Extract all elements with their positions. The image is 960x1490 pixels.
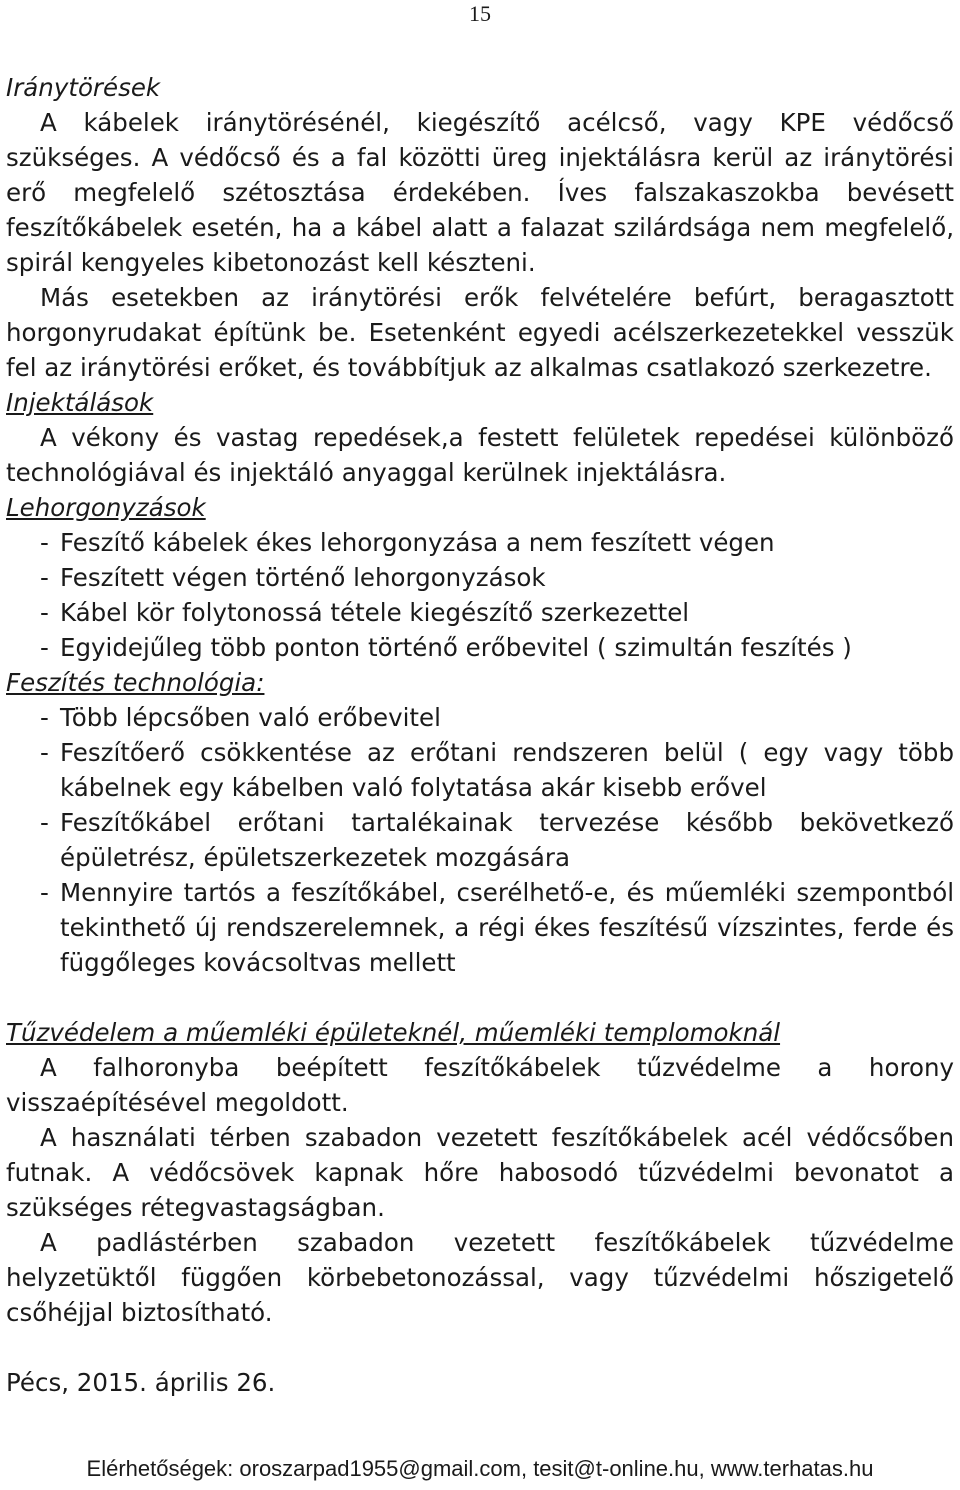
section-heading: Lehorgonyzások: [6, 493, 206, 522]
list-item: - Feszítőerő csökkentése az erőtani rendszeren belül ( egy vagy több kábelnek egy kábelben való folytatása akár kisebb erővel: [6, 735, 954, 805]
section-heading: Iránytörések: [6, 73, 161, 102]
page-number: 15: [469, 1, 491, 26]
paragraph: A kábelek iránytörésénél, kiegészítő acélcső, vagy KPE védőcső szükséges. A védőcső és a fal közötti üreg injektálásra kerül az iránytörési erő megfelelő szétosztása érdekében. Íves falszakaszokba bevésett feszítőkábelek esetén, ha a kábel alatt a falazat szilárdsága nem megfelelő, spirál kengyeles kibetonozást kell készteni.: [6, 108, 954, 277]
paragraph: A falhoronyba beépített feszítőkábelek tűzvédelme a horony visszaépítésével megoldott.: [6, 1053, 954, 1117]
list-item: - Feszítőkábel erőtani tartalékainak tervezése később bekövetkező épületrész, épületszerkezetek mozgására: [6, 805, 954, 875]
paragraph: A használati térben szabadon vezetett feszítőkábelek acél védőcsőben futnak. A védőcsövek kapnak hőre habosodó tűzvédelmi bevonatot a szükséges rétegvastagságban.: [6, 1123, 954, 1222]
section-feszites-technologia: [6, 665, 954, 980]
bullet-list: [6, 700, 954, 980]
list-item: - Egyidejűleg több ponton történő erőbevitel ( szimultán feszítés ): [6, 630, 954, 665]
list-item: - Több lépcsőben való erőbevitel: [6, 700, 954, 735]
section-iranytoresek: [6, 70, 954, 385]
paragraph: A padlástérben szabadon vezetett feszítőkábelek tűzvédelme helyzetüktől függően körbebetonozással, vagy tűzvédelmi hőszigetelő csőhéjjal biztosítható.: [6, 1228, 954, 1327]
date-line: Pécs, 2015. április 26.: [6, 1368, 276, 1397]
section-heading: Injektálások: [6, 388, 154, 417]
section-heading: Tűzvédelem a műemléki épületeknél, műemléki templomoknál: [6, 1018, 781, 1047]
list-item: - Kábel kör folytonossá tétele kiegészítő szerkezettel: [6, 595, 954, 630]
spacer: [6, 1330, 954, 1365]
section-heading: Feszítés technológia:: [6, 668, 265, 697]
paragraph: A vékony és vastag repedések,a festett felületek repedései különböző technológiával és injektáló anyaggal kerülnek injektálásra.: [6, 423, 954, 487]
list-item: - Feszítő kábelek ékes lehorgonyzása a nem feszített végen: [6, 525, 954, 560]
section-lehorgonyzasok: [6, 490, 954, 665]
spacer: [6, 980, 954, 1015]
document-body: [6, 70, 954, 1400]
list-item: - Feszített végen történő lehorgonyzások: [6, 560, 954, 595]
paragraph: Más esetekben az iránytörési erők felvételére befúrt, beragasztott horgonyrudakat építünk be. Esetenként egyedi acélszerkezetekkel vesszük fel az iránytörési erőket, és továbbítjuk az alkalmas csatlakozó szerkezetre.: [6, 283, 954, 382]
contact-footer: Elérhetőségek: oroszarpad1955@gmail.com, tesit@t-online.hu, www.terhatas.hu: [86, 1456, 874, 1481]
section-injektalasok: [6, 385, 954, 490]
bullet-list: [6, 525, 954, 665]
list-item: - Mennyire tartós a feszítőkábel, cserélhető-e, és műemléki szempontból tekinthető új rendszerelemnek, a régi ékes feszítésű vízszintes, ferde és függőleges kovácsoltvas mellett: [6, 875, 954, 980]
section-tuzvedelem: [6, 1015, 954, 1330]
